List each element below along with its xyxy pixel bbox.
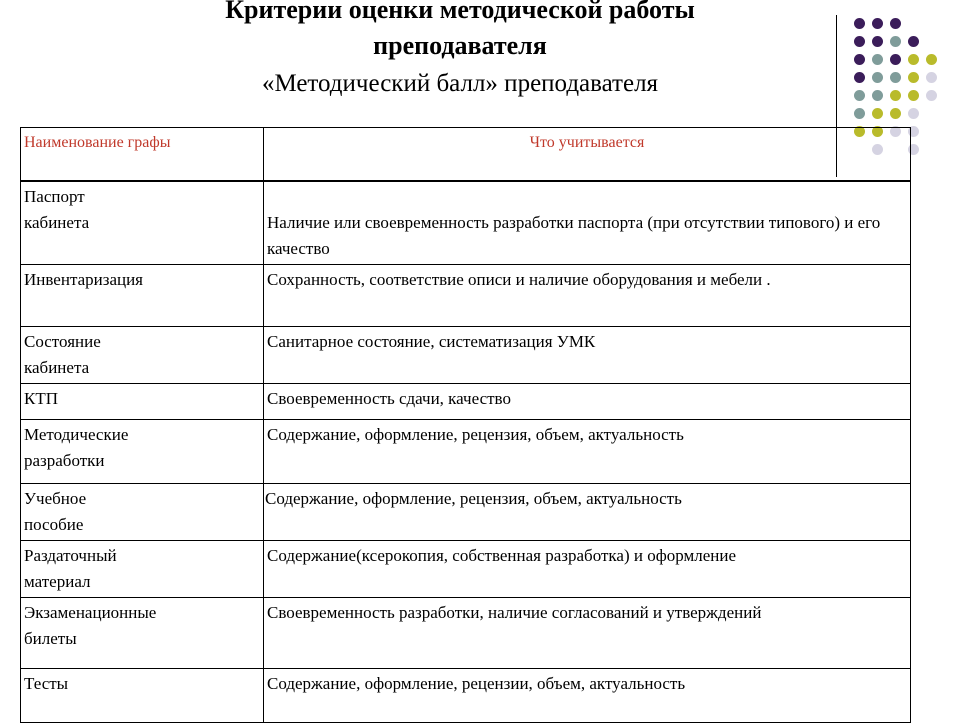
table-row: [21, 668, 911, 722]
row-criteria: Содержание, оформление, рецензия, объем, актуальность: [264, 419, 911, 483]
title-block: [110, 0, 810, 100]
dot: [926, 72, 937, 83]
dot: [926, 54, 937, 65]
dot: [872, 18, 883, 29]
dot: [890, 72, 901, 83]
dot: [872, 108, 883, 119]
dot: [890, 108, 901, 119]
dot: [872, 72, 883, 83]
dot: [926, 90, 937, 101]
dot: [890, 36, 901, 47]
dot: [908, 54, 919, 65]
row-name: Экзаменационные билеты: [21, 597, 264, 668]
dot: [854, 90, 865, 101]
row-criteria: Содержание, оформление, рецензии, объем, актуальность: [264, 668, 911, 722]
column-header-name: Наименование графы: [21, 128, 264, 181]
row-name: Тесты: [21, 668, 264, 722]
dot: [872, 54, 883, 65]
dot: [854, 18, 865, 29]
table-row: [21, 264, 911, 326]
dot: [908, 36, 919, 47]
table-row: [21, 181, 911, 265]
table-row: [21, 326, 911, 383]
dot: [854, 108, 865, 119]
table-header-row: [21, 128, 911, 181]
row-criteria: Содержание(ксерокопия, собственная разработка) и оформление: [264, 540, 911, 597]
table-row: [21, 540, 911, 597]
dot: [854, 72, 865, 83]
row-name: Раздаточный материал: [21, 540, 264, 597]
dot: [908, 108, 919, 119]
row-criteria: Своевременность разработки, наличие согласований и утверждений: [264, 597, 911, 668]
row-criteria: Содержание, оформление, рецензия, объем, актуальность: [264, 483, 911, 540]
column-header-criteria: Что учитывается: [264, 128, 911, 181]
row-name: Состояние кабинета: [21, 326, 264, 383]
dot: [854, 36, 865, 47]
table-row: [21, 419, 911, 483]
row-criteria: Санитарное состояние, систематизация УМК: [264, 326, 911, 383]
table-row: [21, 597, 911, 668]
table-row: [21, 483, 911, 540]
row-name: Инвентаризация: [21, 264, 264, 326]
page-title-line-1: Критерии оценки методической работы: [225, 0, 695, 24]
dot: [872, 90, 883, 101]
row-name: Учебное пособие: [21, 483, 264, 540]
dot: [908, 72, 919, 83]
table-row: [21, 383, 911, 419]
page-title-line-2: преподавателя: [373, 31, 547, 60]
row-name: Паспорт кабинета: [21, 181, 264, 265]
row-criteria: Своевременность сдачи, качество: [264, 383, 911, 419]
dot: [872, 36, 883, 47]
page-subtitle: «Методический балл» преподавателя: [261, 70, 659, 97]
row-name: КТП: [21, 383, 264, 419]
dot: [890, 18, 901, 29]
dot: [908, 90, 919, 101]
dot: [854, 54, 865, 65]
row-criteria: Сохранность, соответствие описи и наличие оборудования и мебели .: [264, 264, 911, 326]
row-criteria: Наличие или своевременность разработки паспорта (при отсутствии типового) и его качество: [264, 181, 911, 265]
row-name: Методические разработки: [21, 419, 264, 483]
dot: [890, 54, 901, 65]
dot: [890, 90, 901, 101]
criteria-table: [20, 127, 911, 723]
